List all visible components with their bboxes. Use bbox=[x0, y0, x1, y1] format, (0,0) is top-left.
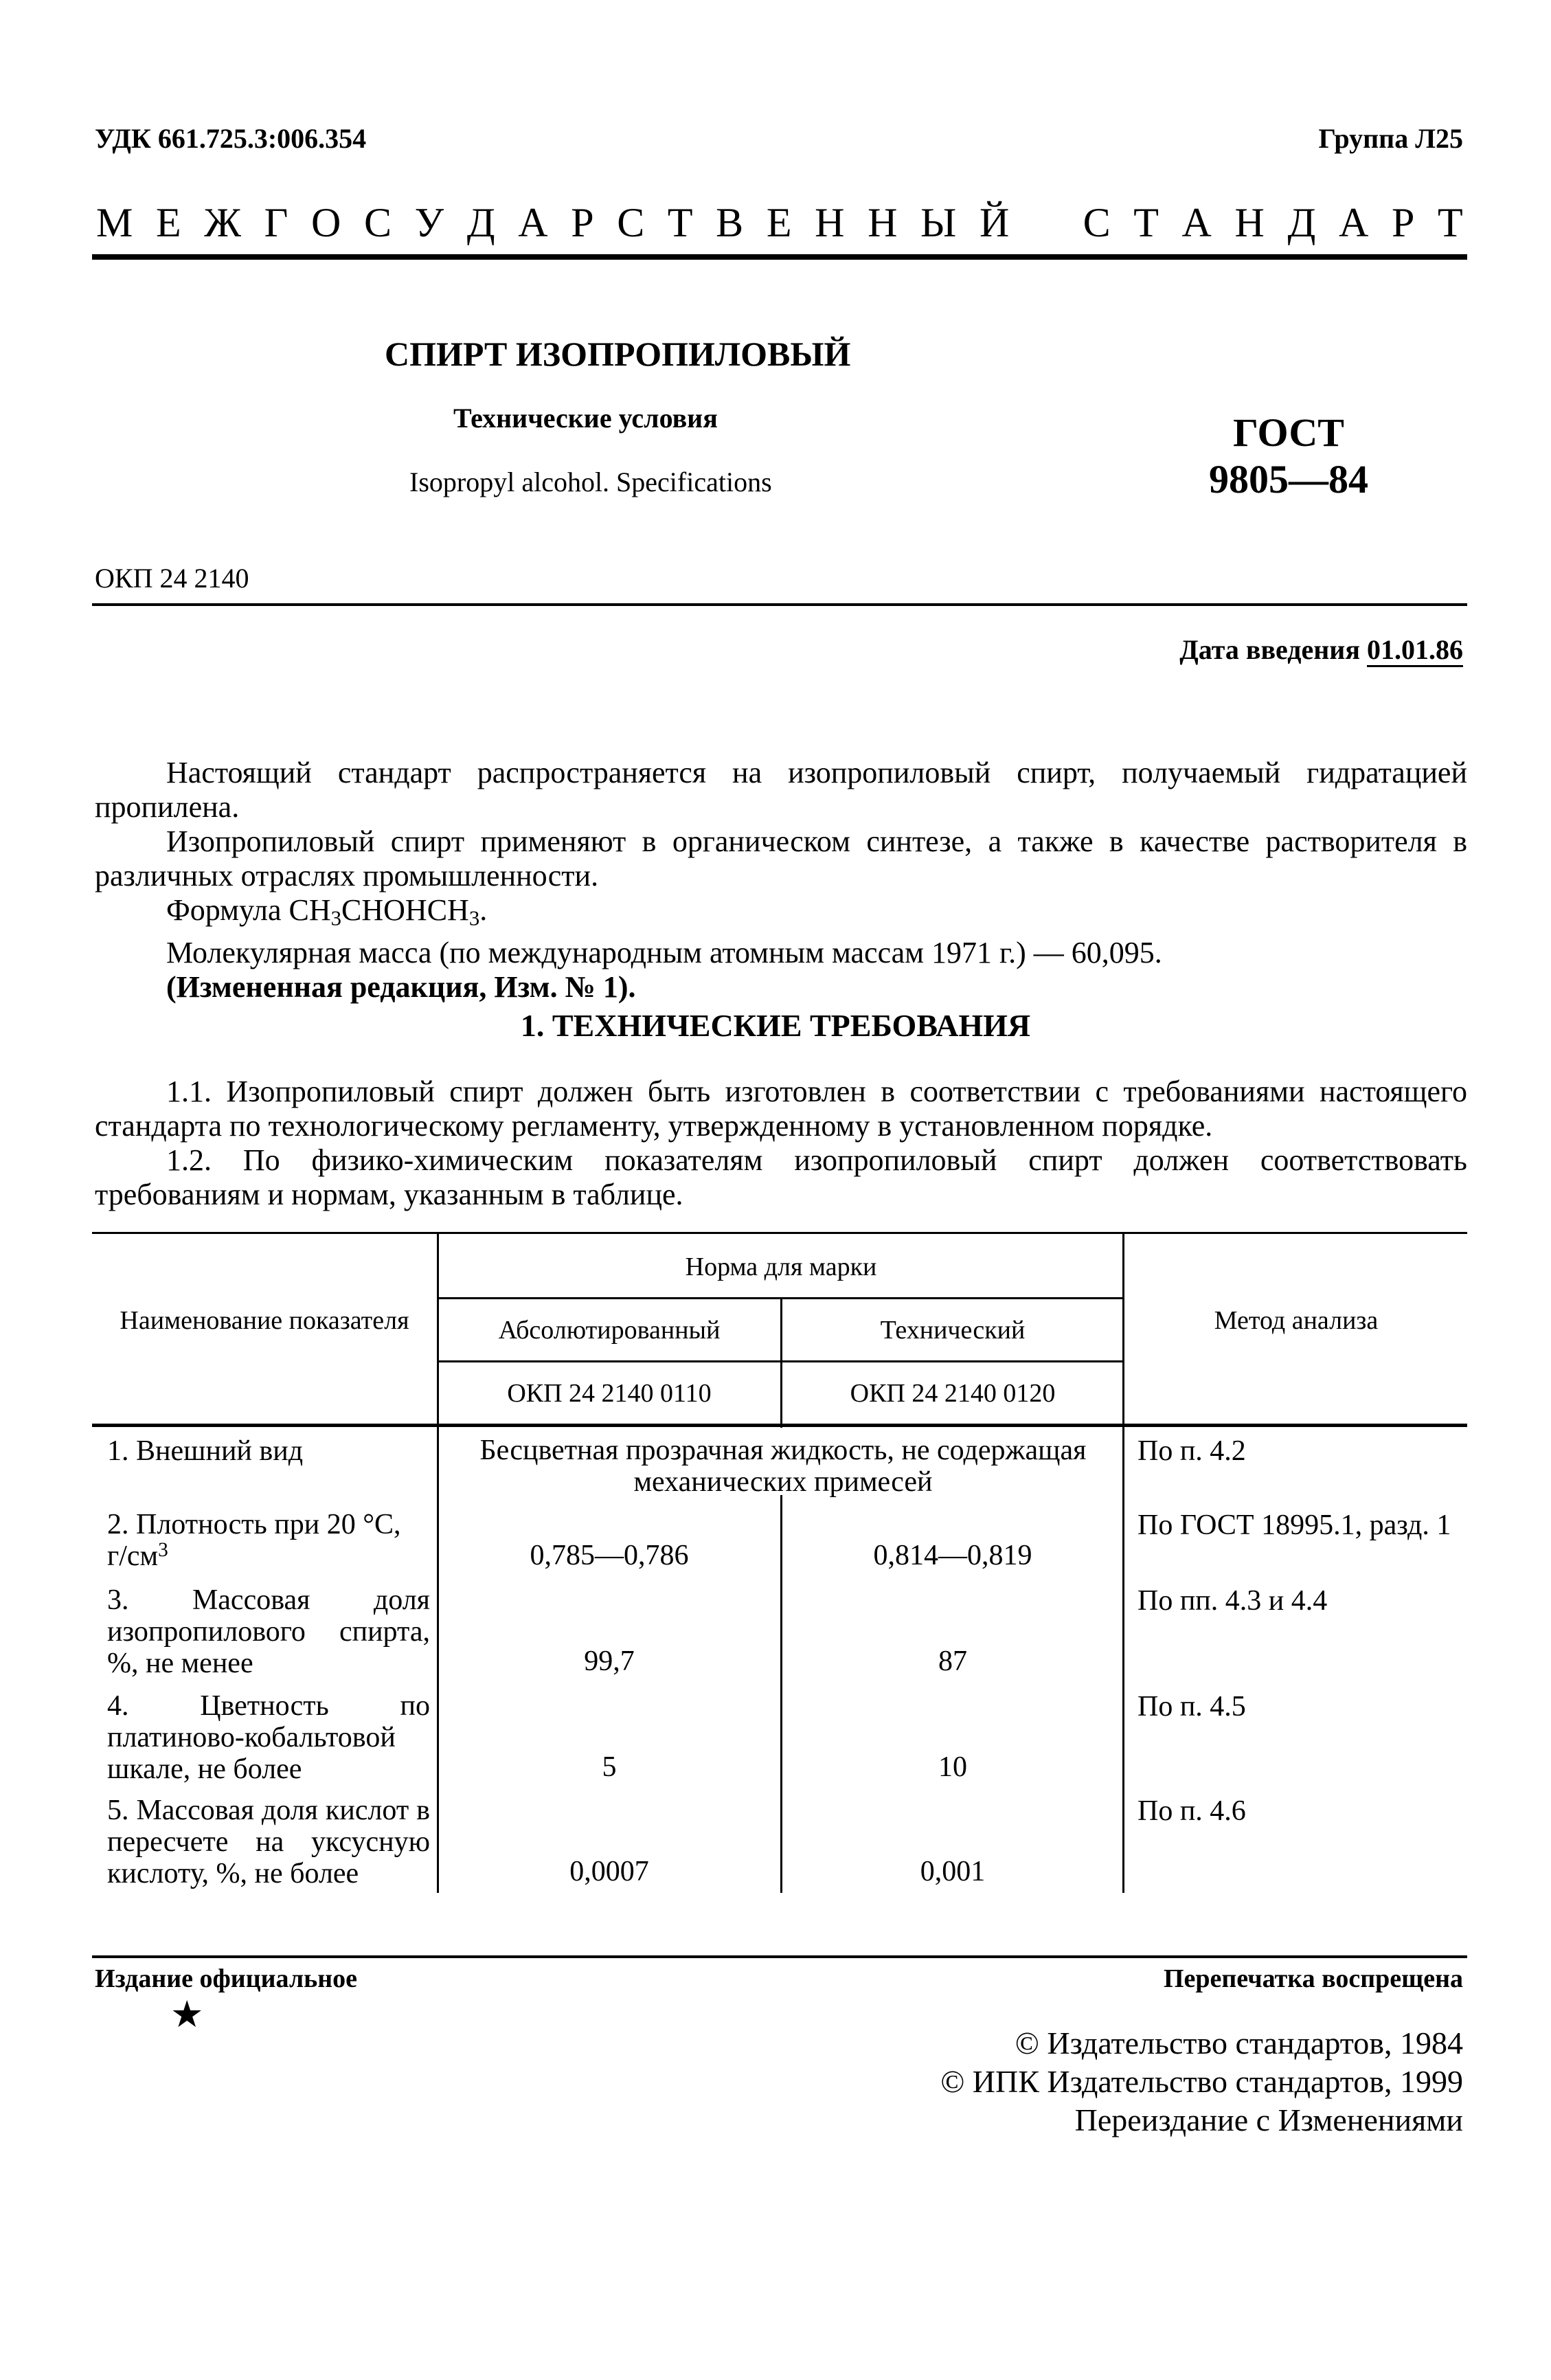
okp-code: ОКП 24 2140 bbox=[95, 563, 249, 594]
clause-1-1: 1.1. Изопропиловый спирт должен быть изготовлен в соответствии с требованиями настоящего стандарта по технологическому регламенту, утвержденному в установленном порядке. bbox=[95, 1075, 1467, 1143]
banner-letter: Ж bbox=[204, 200, 242, 245]
intro-paragraph: Настоящий стандарт распространяется на изопропиловый спирт, получаемый гидратацией пропилена. bbox=[95, 756, 1467, 824]
english-title: Isopropyl alcohol. Specifications bbox=[409, 467, 772, 497]
table-row-technical: 0,814—0,819 bbox=[873, 1540, 1032, 1571]
reprint-prohibited: Перепечатка воспрещена bbox=[1163, 1964, 1463, 1993]
banner-letter: В bbox=[716, 200, 744, 245]
banner-letter: У bbox=[414, 200, 444, 245]
copyright-block bbox=[940, 2024, 1463, 2140]
table-row-technical: 87 bbox=[938, 1646, 967, 1677]
banner-letter: Й bbox=[980, 200, 1010, 245]
table-row-merged-value: Бесцветная прозрачная жидкость, не содержащая механических примесей bbox=[479, 1435, 1087, 1498]
table-row-name: 2. Плотность при 20 °С, $г/см^3$ bbox=[107, 1509, 401, 1572]
banner-letter: А bbox=[1339, 200, 1369, 245]
banner-letter: Н bbox=[815, 200, 845, 245]
document-subtitle: Технические условия bbox=[453, 403, 718, 434]
gost-label: ГОСТ bbox=[1233, 410, 1344, 455]
table-row-absolute: 0,0007 bbox=[569, 1856, 649, 1887]
table-row-technical: 10 bbox=[938, 1751, 967, 1783]
group-code: Группа Л25 bbox=[1318, 123, 1463, 154]
document-title: СПИРТ ИЗОПРОПИЛОВЫЙ bbox=[385, 335, 851, 373]
banner-letter: М bbox=[96, 200, 133, 245]
table-rule bbox=[92, 1232, 1467, 1234]
okp-absolute: ОКП 24 2140 0110 bbox=[507, 1379, 712, 1408]
banner-letter: Д bbox=[466, 200, 495, 245]
table-rule bbox=[780, 1495, 782, 1893]
table-rule bbox=[780, 1297, 782, 1428]
banner-letter: Р bbox=[571, 200, 594, 245]
table-row-method: По п. 4.6 bbox=[1137, 1795, 1246, 1827]
table-row-name: 5. Массовая доля кислот в пересчете на уксусную кислоту, %, не более bbox=[107, 1795, 430, 1889]
column-header-norm: Норма для марки bbox=[685, 1253, 877, 1281]
banner-letter: Е bbox=[766, 200, 792, 245]
intro-date-label: Дата введения bbox=[1179, 634, 1360, 665]
banner-letter: А bbox=[518, 200, 548, 245]
banner-letter: Н bbox=[868, 200, 898, 245]
table-rule bbox=[1122, 1233, 1124, 1893]
formula-label: Формула bbox=[166, 893, 282, 927]
banner-letter: Н bbox=[1234, 200, 1265, 245]
column-header-technical: Технический bbox=[880, 1316, 1026, 1345]
banner-letter: А bbox=[1181, 200, 1212, 245]
table-row-technical: 0,001 bbox=[920, 1856, 986, 1887]
banner-letter: Т bbox=[667, 200, 693, 245]
banner-letter: С bbox=[617, 200, 645, 245]
intro-paragraph: Молекулярная масса (по международным атомным массам 1971 г.) — 60,095. bbox=[166, 935, 1162, 969]
reissue-note: Переиздание с Изменениями bbox=[1074, 2102, 1463, 2137]
udk-code: УДК 661.725.3:006.354 bbox=[95, 123, 367, 154]
copyright-line: © ИПК Издательство стандартов, 1999 bbox=[940, 2064, 1463, 2099]
banner-letter: Р bbox=[1392, 200, 1415, 245]
table-row-absolute: 5 bbox=[602, 1751, 617, 1783]
table-row-method: По ГОСТ 18995.1, разд. 1 bbox=[1137, 1509, 1451, 1541]
okp-technical: ОКП 24 2140 0120 bbox=[850, 1379, 1056, 1408]
banner-letter: О bbox=[310, 200, 341, 245]
amendment-note: (Измененная редакция, Изм. № 1). bbox=[166, 969, 636, 1004]
column-header-method: Метод анализа bbox=[1214, 1306, 1379, 1335]
official-edition: Издание официальное bbox=[95, 1964, 358, 1993]
banner-letter: С bbox=[1083, 200, 1111, 245]
table-row-method: По п. 4.2 bbox=[1137, 1435, 1246, 1467]
table-row-name: 3. Массовая доля изопропилового спирта, %, не менее bbox=[107, 1584, 430, 1679]
table-row-method: По пп. 4.3 и 4.4 bbox=[1137, 1585, 1328, 1617]
table-row-absolute: 0,785—0,786 bbox=[530, 1540, 689, 1571]
column-header-absolute: Абсолютированный bbox=[498, 1316, 721, 1345]
table-row-name: 4. Цветность по платиново-кобальтовой шкале, не более bbox=[107, 1690, 430, 1785]
table-rule bbox=[437, 1233, 439, 1893]
gost-number: 9805—84 bbox=[1209, 457, 1368, 502]
intro-date-value: 01.01.86 bbox=[1367, 634, 1463, 667]
banner-letter: Т bbox=[1133, 200, 1159, 245]
banner-letter: Е bbox=[155, 200, 181, 245]
copyright-line: © Издательство стандартов, 1984 bbox=[1015, 2025, 1463, 2061]
column-header-name: Наименование показателя bbox=[120, 1306, 409, 1335]
table-row-absolute: 99,7 bbox=[584, 1646, 635, 1677]
intro-paragraph: Изопропиловый спирт применяют в органическом синтезе, а также в качестве растворителя в различных отраслях промышленности. bbox=[95, 824, 1467, 892]
banner-letter: Г bbox=[264, 200, 288, 245]
banner-letter: С bbox=[363, 200, 392, 245]
clause-1-2: 1.2. По физико-химическим показателям изопропиловый спирт должен соответствовать требованиям и нормам, указанным в таблице. bbox=[95, 1143, 1467, 1211]
banner-letter: Ы bbox=[920, 200, 957, 245]
table-row-method: По п. 4.5 bbox=[1137, 1691, 1246, 1722]
table-rule bbox=[92, 1424, 1467, 1427]
star-icon: ★ bbox=[170, 1994, 204, 2035]
formula: $CH_3CHOHCH_3$. bbox=[288, 893, 488, 930]
banner-letter: Д bbox=[1287, 200, 1316, 245]
footer-rule bbox=[92, 1955, 1467, 1958]
table-row-name: 1. Внешний вид bbox=[107, 1435, 304, 1467]
section-heading: 1. ТЕХНИЧЕСКИЕ ТРЕБОВАНИЯ bbox=[520, 1008, 1031, 1043]
banner-letter: Т bbox=[1438, 200, 1463, 245]
